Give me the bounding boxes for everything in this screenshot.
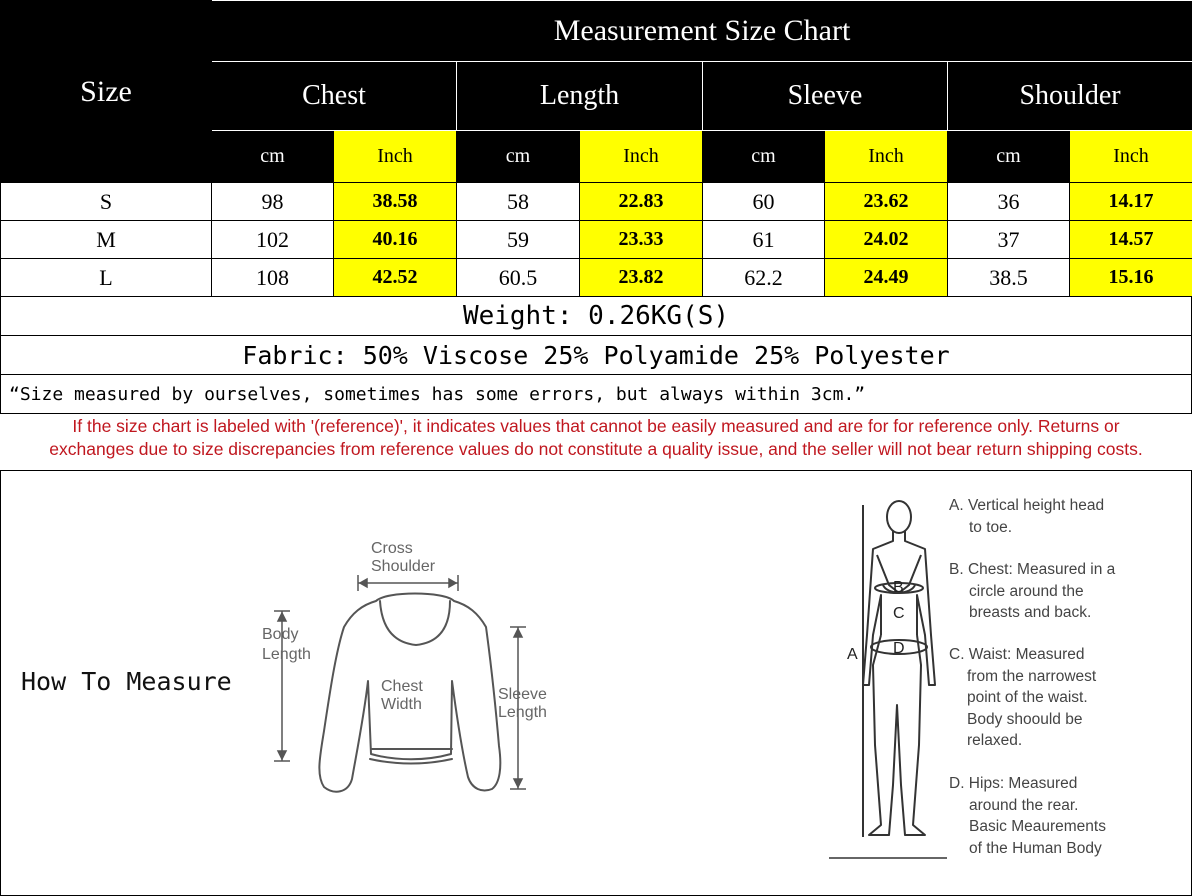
cell-cm: 102 [212, 221, 334, 259]
figure-head [887, 501, 911, 533]
body-length-label: Length [262, 646, 311, 663]
column-length: Length [457, 62, 703, 130]
legend-line: to toe. [969, 518, 1013, 536]
marker-a: A [847, 646, 858, 663]
legend-line: Body shoould be [967, 710, 1083, 728]
unit-cm: cm [457, 130, 580, 182]
cell-cm: 62.2 [703, 259, 825, 297]
table-row [1, 183, 1192, 221]
body-length-label: Body [262, 626, 299, 643]
chest-width-label: Chest [381, 678, 423, 695]
legend-line: from the narrowest [967, 667, 1097, 685]
measurement-disclaimer: “Size measured by ourselves, sometimes has some errors, but always within 3cm.” [0, 374, 1192, 414]
cell-cm: 59 [457, 221, 580, 259]
cross-shoulder-label: Cross [371, 540, 413, 557]
cell-inch: 24.49 [825, 259, 948, 297]
unit-cm: cm [948, 130, 1070, 182]
legend-line: relaxed. [967, 732, 1023, 749]
cell-cm: 37 [948, 221, 1070, 259]
figure-legs [869, 635, 925, 835]
cell-cm: 61 [703, 221, 825, 259]
size-header: Size [1, 1, 212, 183]
legend-line: breasts and back. [969, 604, 1092, 621]
reference-notice [0, 415, 1192, 469]
table-row [1, 259, 1192, 297]
legend-d [949, 773, 1106, 859]
legend-line: Basic Meaurements [969, 818, 1106, 835]
legend-b [949, 559, 1115, 624]
column-sleeve: Sleeve [703, 62, 948, 130]
weight-line: Weight: 0.26KG(S) [0, 296, 1192, 336]
marker-d: D [893, 640, 905, 657]
size-label: S [1, 183, 212, 221]
cell-cm: 108 [212, 259, 334, 297]
cell-inch: 42.52 [334, 259, 457, 297]
size-label: M [1, 221, 212, 259]
cell-inch: 23.33 [580, 221, 703, 259]
cell-inch: 38.58 [334, 183, 457, 221]
cell-inch: 24.02 [825, 221, 948, 259]
cell-cm: 38.5 [948, 259, 1070, 297]
marker-c: C [893, 605, 905, 622]
unit-inch: Inch [1070, 130, 1192, 182]
cell-cm: 58 [457, 183, 580, 221]
legend-line: C. Waist: Measured [949, 646, 1085, 663]
legend-line: circle around the [969, 582, 1084, 600]
column-chest: Chest [212, 62, 457, 130]
reference-notice-line: exchanges due to size discrepancies from reference values do not constitute a quality issue, and the seller will not bear return shipping costs. [49, 439, 1143, 459]
column-shoulder: Shoulder [948, 62, 1192, 130]
marker-b: B [893, 579, 904, 596]
chest-width-label: Width [381, 696, 422, 713]
unit-inch: Inch [580, 130, 703, 182]
cell-cm: 60.5 [457, 259, 580, 297]
legend-line: B. Chest: Measured in a [949, 561, 1116, 578]
size-chart-table [0, 0, 1192, 297]
cell-cm: 98 [212, 183, 334, 221]
sleeve-length-label: Sleeve [498, 686, 547, 703]
how-to-measure-label: How To Measure [21, 667, 232, 696]
cell-cm: 60 [703, 183, 825, 221]
table-row [1, 221, 1192, 259]
sleeve-length-label: Length [498, 704, 547, 721]
size-label: L [1, 259, 212, 297]
cell-inch: 14.17 [1070, 183, 1192, 221]
cross-shoulder-label: Shoulder [371, 558, 436, 575]
sweater-diagram [256, 531, 566, 811]
sweater-neckline [380, 601, 450, 645]
how-to-measure-panel [0, 470, 1192, 896]
legend-line: point of the waist. [967, 689, 1088, 706]
legend-line: of the Human Body [969, 839, 1102, 857]
unit-inch: Inch [334, 130, 457, 182]
reference-notice-line: If the size chart is labeled with '(reference)', it indicates values that cannot be easily measured and are for for reference only. Returns or [72, 416, 1120, 436]
unit-cm: cm [212, 130, 334, 182]
cell-inch: 15.16 [1070, 259, 1192, 297]
legend-line: A. Vertical height head [949, 497, 1105, 514]
legend-a [949, 495, 1104, 538]
fabric-line: Fabric: 50% Viscose 25% Polyamide 25% Polyester [0, 335, 1192, 375]
cell-inch: 23.62 [825, 183, 948, 221]
body-figure-diagram [827, 485, 947, 865]
legend-line: around the rear. [969, 796, 1079, 814]
cell-inch: 22.83 [580, 183, 703, 221]
cell-inch: 40.16 [334, 221, 457, 259]
cell-inch: 14.57 [1070, 221, 1192, 259]
chart-title: Measurement Size Chart [212, 1, 1192, 62]
cell-cm: 36 [948, 183, 1070, 221]
cell-inch: 23.82 [580, 259, 703, 297]
unit-cm: cm [703, 130, 825, 182]
legend-c [949, 644, 1096, 752]
unit-inch: Inch [825, 130, 948, 182]
legend-line: D. Hips: Measured [949, 775, 1078, 792]
